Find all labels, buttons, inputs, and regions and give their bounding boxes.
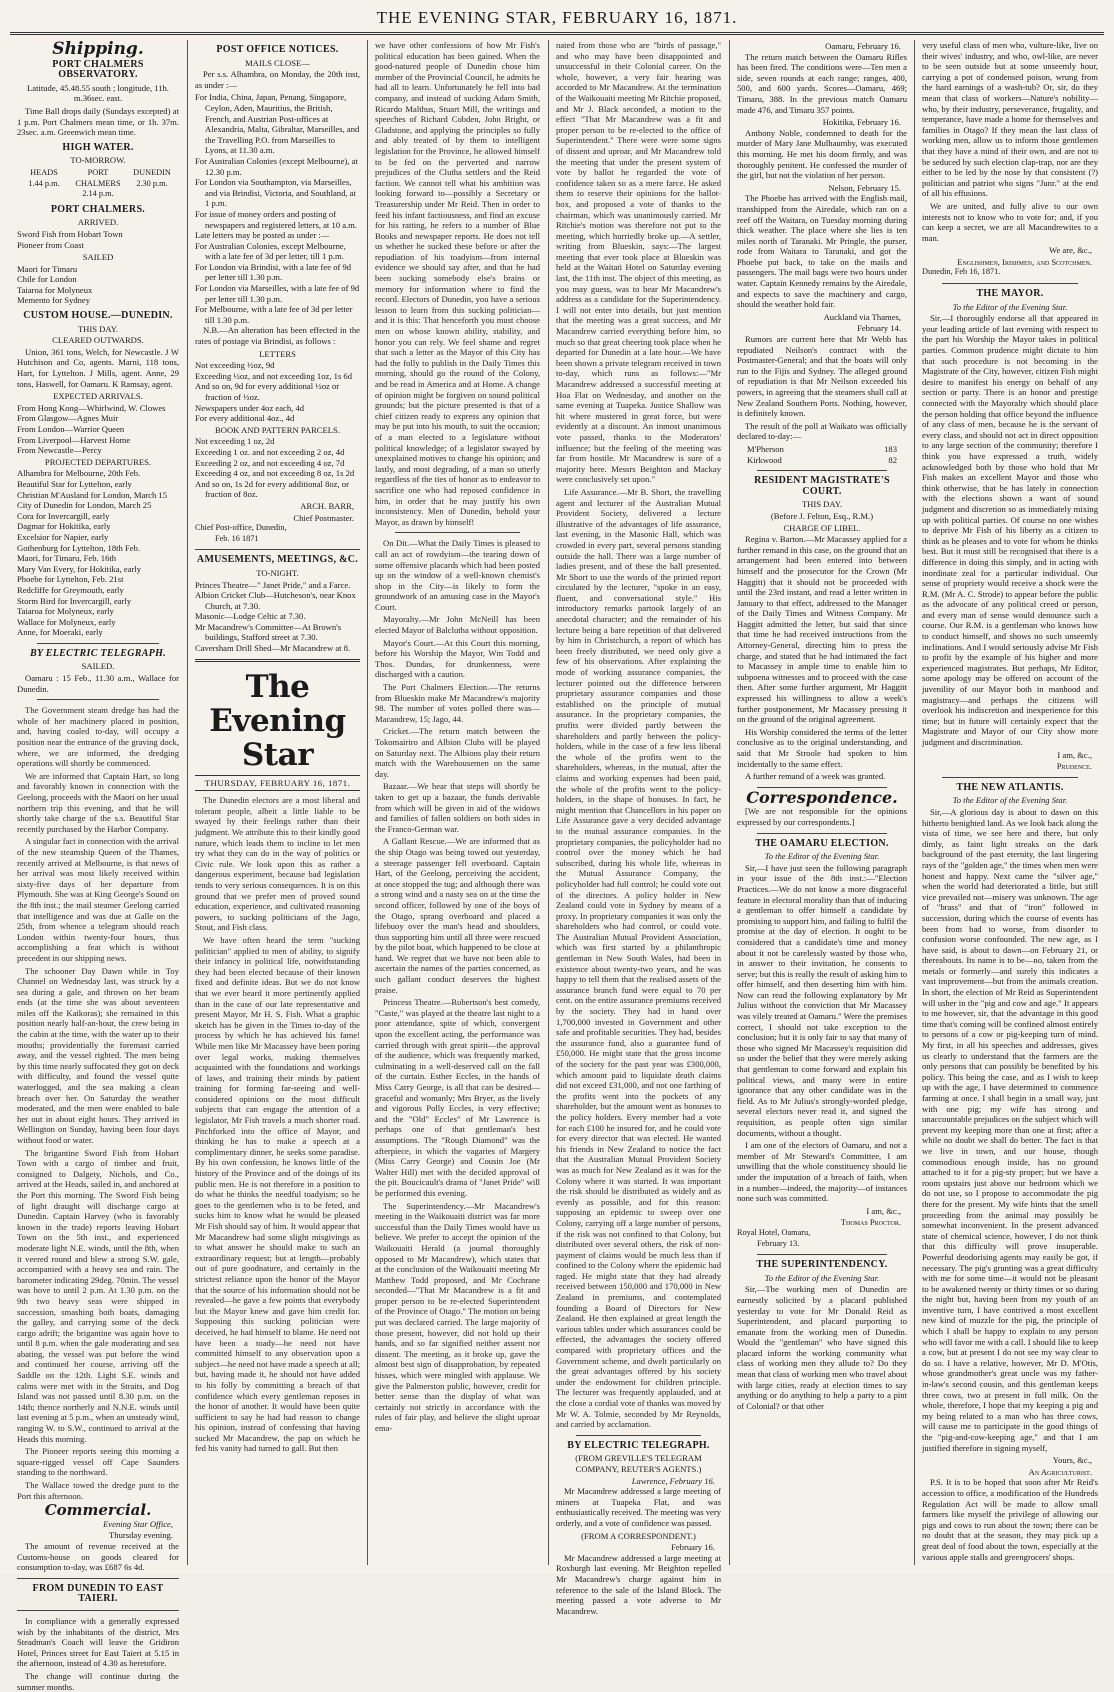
hokitika-dateline: Hokitika, February 16.: [822, 117, 901, 128]
poll-row: Kirkwood 82: [747, 454, 897, 465]
tide-table: [17, 168, 179, 200]
atlantis-text: Sir,—A glorious day is about to dawn on this hitherto benighted land. As we look back along the vista of time, we see here and there, but only dimly, as faint light streaks on the dark background of the past eternity, the last lingering rays of the "golden age," the times when men were honest and happy. Next came the "silver age," when the world had deteriorated a little, but still vice prevailed not—misery was unknown. The age of "brass" and that of "iron" followed in succession, during which the course of events has been from bad to worse, from disorder to confusion worse confounded. The new age, as I have said, is about to dawn—on February 21, or thereabouts. Its name is to be—no, taken from the metals or formerly—and surely this indicates a vast improvement—but from the animals creation. In short, the election of Mr Reid as Superintendent will usher in the "pig and cow and age." It appears to me however, sir, that the advantage in this good time that's coming will be confined almost entirely to persons of a cow or pig-keeping turn of mind. My first, in all his speeches and addresses, gives us clearly to understand that the farmers are the only persons that can possibly be benefited by his policy. This being the case, and as I wish to keep up with the age, I have determined to commence farming at once. I shall begin in a small way, just with one pig; my wife has strong and unaccountable prejudices on the subject which will prevent my keeping more than one at first; after a while no doubt we shall do better. The fact is that we live in town, and our house, though commodious enough inside, has no ground attached to it for a pig-sty proper; but we have a room upstairs just above our bedroom which we do not use, so I propose to accommodate the pig there for the present. My wife hints that the smell proceeding from the animal may possibly be somewhat inconvenient. In the present advanced state of chemical science, however, I do not think that this difficulty will prove insuperable. Powerful deodorising agents may easily be got, if necessary. The pig's grunting was a great difficulty with me for some time—it would not be pleasant to be awakened twenty or thirty times or so during the night but, having been from my youth of an inventive turn, I have contrived a most excellent new kind of muzzle for the pig, the principle of which I shall be happy to explain to any person who will favor me with a call. I should like to keep a cow, but at present I do not see my way clear to do so. I have a relative, however, Mr D. M'Otis, whose grandmother's great uncle was my father-in-law's second cousin, and this gentleman keeps three cows, two at present in full milk. On the whole, therefore, I hope that my keeping a pig and my being related to a man who has three cows, will cause me to participate in the good things of the "pig-and-cow-keeping age," and that I am justified therefore in signing myself,: [922, 806, 1098, 1453]
news-paragraph: On Dit.—What the Daily Times is pleased to call an act of rowdyism—the tearing down of some offensive placards which had been posted up on the window of a well-known chemist's shop in the City—is likely to form the groundwork of an amusing case in the Mayor's Court.: [375, 538, 540, 612]
commercial-heading: Commercial.: [44, 1501, 152, 1520]
telegraph-title: BY ELECTRIC TELEGRAPH.: [30, 647, 166, 659]
news-paragraph: A Gallant Rescue.—We are informed that as the ship Otago was being towed out yesterday, a steerage passenger fell overboard. Captain Hart, of the Geelong, perceiving the accident, at once stopped the tug; and although there was a strong wind and a nasty sea on at the time the second officer, followed by one of the boys of the Otago, sprang overboard and placed a lifebuoy over the man's head and shoulders, thus supporting him until all three were rescued by the pilot boat, which happened to be close at hand. We regret that we have not been able to ascertain the names of the parties concerned, as such gallant conduct deserves the highest praise.: [375, 836, 540, 995]
super-sign: We are, &c.,: [1049, 245, 1092, 256]
telegraph-sub: (FROM GREVILLE'S TELEGRAM COMPANY, REUTER'S AGENTS.): [575, 1453, 702, 1474]
masthead-rule: [10, 32, 1104, 35]
commercial-day: Thursday evening.: [109, 1530, 173, 1541]
column-3: [370, 40, 545, 1565]
post-sub: MAILS CLOSE—: [245, 57, 310, 68]
mayor-sign: Prudence.: [1056, 761, 1092, 772]
column-divider: [367, 40, 368, 1565]
observatory-text: Latitude, 45.48.55 south ; longitude, 11h. m.36sec. east.: [27, 82, 169, 104]
tide-cell: HEADS 1.44 p.m.: [28, 167, 60, 188]
amusements-list: Princes Theatre—" Janet Pride," and a Farce. Albion Cricket Club—Hutcheson's, near Knox Church, at 7.30. Masonic—Lodge Celtic at 7.30. Mr Macandrew's Committee—At Brown's buildings, Stafford street at 7.30. Caversham Drill Shed—Mr Macandrew at 8.: [195, 579, 356, 654]
projected-label: PROJECTED DEPARTURES.: [44, 456, 152, 467]
news-paragraph: Princess Theatre.—Robertson's best comedy, "Caste," was played at the theatre last night to a poor attendance, spite of which, convergent upon the excellent acting, the performance was carried through with great spirit—the approval of the audience, which was frequently marked, culminating in a well-deserved call on the fall of the curtain. Esther Eccles, in the hands of Miss Carry George, is all that can be desired—graceful and womanly; Mrs Bryer, as the lively and vigorous Polly Eccles, is very effective; and the "Old" Eccles" of Mr Lawrence is perhaps one of that gentleman's best assumptions. The "Rough Diamond" was the afterpiece, in which the vagaries of Margery (Miss Carry George) and Cousin Joe (Mr Walter Hill) met with the decided approval of the pit. Boucicault's drama of "Janet Pride" will be performed this evening.: [375, 997, 540, 1198]
column-2: [190, 40, 365, 1565]
news-paragraph: Mayoralty.—Mr John McNeill has been elected Mayor of Balclutha without opposition.: [375, 614, 540, 636]
arrived-label: ARRIVED.: [77, 217, 119, 228]
atlantis-title: THE NEW ATLANTIS.: [956, 781, 1064, 793]
port-title: PORT CHALMERS.: [50, 203, 146, 215]
auckland-dateline: Auckland via Thames,: [823, 311, 901, 322]
arrived-text: Sword Fish from Hobart Town Pioneer from Coast: [17, 228, 123, 250]
news-paragraph: Cricket.—The return match between the Tokomairiro and Albion Clubs will be played on Saturday next. The Albions play their return match with the Warehousemen on the same day.: [375, 726, 540, 779]
election-sign: February 13.: [757, 1238, 800, 1248]
lead-paragraph: we have other confessions of how Mr Fish's political education has been gained. When the good-natured people of Dunedin chose him member of the Provincial Council, he admits he had all to learn. Unfortunately he fell into bad company, and instead of sucking Adam Smith, Ricardo Malthus, Stuart Mill, the writings and speeches of Richard Cobden, John Bright, or Gladstone, and applying the principles so fully and ably treated of by them to intelligent legislation for the Province, he allowed himself to be fed on the perverted and narrow prejudices of the Clutha settlers and the Reid faction. We cannot tell what his ambition was looking forward to—possibly a Secretary or Treasurership under Mr Reid. Then in order to feed his infant factiousness, and find an excuse for his ratting, he refers to a number of Blue Books and newspaper reports. He does not tell us whether he sucked these before or after the repudiation of his toadyism—from internal evidence we should say after, and that he had been sucking somebody else's brains or memory for information where to find the record. Electors of Dunedin, you have a serious lesson to learn from this sucking politician—and it is this: That henceforth you must choose men on whose known ability, stability, and honor you can rely. We feel shame and regret that such a letter as the Mayor of this City has had the folly to publish in the Daily Times this morning, should go the round of the Colony, and be read in America and at Home. A change of opinion might be forgiven on sound political grounds; but the picture presented is that of a chief citizen ready to express any opinion that may be put into his mouth, to suit the occasion; of a man elected to a legislature without political knowledge; of a legislator swayed by unexplained motives to change his opinion; and lastly, and most degrading, of a man so utterly regardless of the ties of honor as to endeavor to sacrifice one who had reposed confidence in him, in order that he may justify his own inconsistency. Men of Dunedin, behold your Mayor, as drawn by himself!: [375, 40, 540, 527]
auckland-text: Rumors are current here that Mr Webb has repudiated Neilson's contract with the Postmaster-General; and that the boats will only run to the Fijis and Sydney. The alleged ground of repudiation is that Mr Neilson exceeded his powers, in agreeing that the steamers shall call at New Zealand Southern Ports. Nothing, however, is definitely known.: [737, 334, 907, 419]
amusements-title: AMUSEMENTS, MEETINGS, &C.: [196, 554, 359, 566]
nb-text: N.B.—An alteration has been effected in the rates of postage via Brindisi, as follows :: [195, 325, 360, 347]
book-title: BOOK AND PATTERN PARCELS.: [215, 424, 340, 435]
super-sign: Dunedin, Feb 16, 1871.: [922, 267, 1001, 277]
atlantis-sign: Yours, &c.,: [1052, 1455, 1092, 1466]
expected-list: From Hong Kong—Whirlwind, W. Clowes From Glasgow—Agnes Muir From London—Warrior Queen From Liverpool—Harvest Home From Newcastle—Percy: [17, 402, 166, 456]
libel-text: A further remand of a week was granted.: [745, 771, 886, 782]
post-title: POST OFFICE NOTICES.: [216, 44, 339, 55]
correspondence-heading: Correspondence.: [746, 787, 898, 807]
wallace-text: The Wallace towed the dredge punt to the Port this afternoon.: [17, 1480, 179, 1501]
book-list: Not exceeding 1 oz, 2d Exceeding 1 oz. and not exceeding 2 oz, 4d Exceeding 2 oz, and not exceeding 4 oz, 7d Exceeding 4 oz, and not exceeding 8 oz, 1s 2d And so on, 1s 2d for every additional 8oz, or fraction of 8oz.: [195, 436, 355, 500]
post-sign: ARCH. BARR,: [300, 500, 354, 511]
sailed-list: Maori for Timaru Chile for London Taiaroa for Molyneux Memento for Sydney: [17, 263, 93, 306]
letters-list: Not exceeding ½oz, 9d Exceeding ½oz, and not exceeding 1oz, 1s 6d And so on, 9d for every additional ½oz or fraction of ½oz. Newspapers under 4oz each, 4d For every additional 4oz., 4d: [195, 360, 353, 424]
taieri-change: The change will continue during the summer months.: [17, 1670, 179, 1692]
post-list: For India, China, Japan, Penang, Singapore, Ceylon, Aden, Mauritius, the British, French, and Austrian Post-offices at Alexandria, Malta, Gibraltar, Marseilles, and the Travelling P.O. from Marseilles to Lyons, at 11.30 a.m. For Australian Colonies (except Melbourne), at 12.30 p.m. For London via Southampton, via Marseilles, and via Brindisi, Victoria, and Southland, at 1 p.m. For issue of money orders and posting of newspapers and registered letters, at 10 a.m. Late letters may be posted as under :— For Australian Colonies, except Melbourne, with a late fee of 3d per letter, till 1 p.m. For London via Brindisi, with a late fee of 9d per letter till 1.30 p.m. For London via Marseilles, with a late fee of 9d per letter till 1.30 p.m. For Melbourne, with a late fee of 3d per letter till 1.30 p.m.: [195, 92, 360, 325]
lawrence-dateline: Lawrence, February 16.: [631, 1475, 715, 1486]
oamaru-text: The return match between the Oamaru Rifles has been fired. The conditions were—Ten men a side, seven rounds at each range; ranges, 400, 500, and 600 yards. Scores—Oamaru, 469; Timaru, 388. In the previous match Oamaru made 476, and Timaru 357 points.: [737, 51, 907, 115]
lawrence-text: Mr Macandrew addressed a large meeting of miners at Tuapeka Flat, and was enthusiastically received. The meeting was very orderly, and a vote of confidence was passed.: [556, 1486, 721, 1528]
high-water-sub: TO-MORROW.: [70, 155, 126, 166]
election-sign: Thomas Proctor.: [840, 1217, 901, 1228]
mayor-text: Sir,—I thoroughly endorse all that appeared in your leading article of last evening with respect to the part his Worship the Mayor takes in political parties. Common prudence might dictate to him that such procedure is not becoming in the Magistrate of the City, however, citizen Fish might desire to manifest his energy on behalf of any section or party. There is an honor and prestige connected with the Mayoralty which should place the person holding that office beyond the influence of any class of men, because he is the servant of every class, and should not act in direct opposition to any large section of the community; therefore I think you have expressed a truth, widely acknowledged both by those who hold that Mr Fish makes an excellent Mayor and those who think otherwise, that he has lately in connection with the elections shown a want of sound judgment and discretion so as immediately mixing up with political parties. Of course no one wishes to deprive Mr Fish of his liberty as a citizen to think as he pleases and to vote for whom he thinks best. But it must still be recognised that there is a difference in doing this simply, and in acting with inordinate zeal for a particular individual. Our sense of propriety would receive a shock were the R.M. (Mr A. C. Strode) to appear before the public as the advocate of any political creed or person, and every man of sense would denounce such a course. Our R.M. is a gentleman who knows how to conduct himself, and shows no such unseemly inclinations. And I would seriously advise Mr Fish to profit by the example of his higher and more experienced magistrates. But perhaps, Mr Editor, some apology may be offered on account of the juvenility of our Mayor both in manhood and magistracy—and perhaps the citizens will overlook his indiscretion and inexperience for this time; but in future will certainly expect that the Magistrate and Mayor of our City show more judgment and discrimination.: [922, 313, 1098, 747]
rm-title: RESIDENT MAGISTRATE'S COURT.: [754, 475, 890, 497]
column-1: [12, 39, 184, 1692]
post-sign-office: Chief Post-office, Dunedin,: [195, 523, 287, 533]
taieri-text: In compliance with a generally expressed wish by the inhabitants of the district, Mrs Steadman's Coach will leave the Gridiron Hotel, Princes street for East Taieri at 5.15 in the afternoon, instead of 4.30 as heretofore.: [17, 1615, 179, 1669]
queen-text: A singular fact in connection with the arrival of the new steamship Queen of the Thames, recently arrived at Melbourne, is that news of her arrival was most likely received within sixty-five days of her departure from Plymouth. She was at King George's Sound on the 8th inst.; the mail steamer Geelong carried that intelligence and was due at Galle on the 25th, from whence a telegram should reach London within twenty-four hours, thus accomplishing a feat which is without precedent in our shipping news.: [17, 836, 179, 963]
election-text: Sir,—I have just seen the following paragraph in your issue of the 8th inst.:—"Election Practices.—We do not know a more disgraceful feature in electoral morality than that of inducing a gentleman to offer himself a candidate by promising to support him, and failing to fulfil the promise at the day of election. It ought to be considered that a candidate's time and money about it not be carelessly wasted by those who, in answer to their invitation, he consents to serve; but this is really the result of asking him to offer himself, and then deserting him with him. Now can read the following explanatory by Mr Julius without the conviction that Mr Macassey was vilely treated at Oamaru." Were the premises correct, I should not take exception to the conclusion; but it is only fair to say that many of those who signed Mr Macassey's requisition did so under the belief that they were merely asking that gentleman to come forward and explain his political views, and many were in entire ignorance that any other candidate was in the field. As to Mr Julius's strongly-worded pledge, several electors never read it, and signed the requisition, as people often sign similar documents, without a thought.: [737, 862, 907, 1138]
masthead: THE EVENING STAR, FEBRUARY 16, 1871.: [376, 8, 738, 27]
super-to: To the Editor of the Evening Star.: [764, 1272, 880, 1283]
mayor-to: To the Editor of the Evening Star.: [952, 301, 1068, 312]
amusements-sub: TO-NIGHT.: [256, 567, 299, 578]
poll-row: M'Pherson 183: [747, 443, 897, 454]
telegraph-title: BY ELECTRIC TELEGRAPH.: [567, 1439, 710, 1451]
news-paragraph: Bazaar.—We hear that steps will shortly be taken to get up a bazaar, the funds derivable from which will be given in aid of the widows and families of fallen soldiers on both sides in the Franco-German war.: [375, 781, 540, 834]
election-sign: Royal Hotel, Oamaru,: [737, 1227, 811, 1237]
news-paragraph: Life Assurance.—Mr B. Short, the travelling agent and lecturer of the Australian Mutual Provident Society, delivered a lecture illustrative of the advantages of life assurance, last evening, in the Masonic Hall, which was crowded in every part, several persons standing outside the hall. There was a large number of ladies present, and of these the hall presented. Mr Short to use the words of the printed report circulated by the lecturer, "spoke in an easy, fluent, and conversational style." His introductory remarks partook largely of an anecdotal character; and the remainder of his lecture being a bare repetition of that delivered by him in Christchurch, a report of which has been freely distributed, we need only give a few of his observations. After explaining the mode of working assurance companies, the lecturer pointed out the difference between proprietary assurance companies and those established on the principle of mutual assurance. In the proprietary companies, the profits were divided partly between the shareholders and partly between the policy-holders, while in the case of a few less liberal the whole of the profits went to the shareholders, whereas, in the mutual, after the claims and working expenses had been paid, the whole of the profits went to the policy-holders, in the shape of bonuses. In fact, he might mention that Chancellors in his paper on Life Assurance gave a very decided advantage to the mutual assurance companies. In the proprietary companies, the policyholder had no control over the money which he had subscribed, during his whole life, whereas in the Mutual Assurance Company, the policyholder had full control; he could vote out of the directors. A policy holder in New Zealand could vote in Sydney by means of a proxy. In proprietary companies it was only the shareholders who had control, or could vote. The Australian Mutual Provident Association, which was first started by a philanthropic gentleman in New South Wales, had been in existence about twenty-two years, and he was happy to tell them that the realised assets of the assurance branch fund were equal to 70 per cent. on the entire assurance premiums received by the society. They had in hand over 1,700,000 invested in Government and other safe and profitable securities. They had, besides the assurance fund, also a guarantee fund of £50,000. He might state that the gross income of the society for the past year was £300,000, which amount paid to liquidate death claims did not exceed £31,000, and not one farthing of the profits went into the pockets of any shareholder, but the amount went as bonuses to the policy holders. Every member had a vote for each £100 he insured for, and he could vote for every director that was elected. He wanted his friends in New Zealand to notice the fact that the Australian Mutual Provident Society was as much for New Zealand as it was for the Colony where it was started. It was important the risk should be distributed as widely and as evenly as possible, and for this reason: supposing an epidemic to sweep over one Colony, carrying off a large number of persons, if the risk was not confined to that Colony, but distributed over several others, the risk of non-payment of claims would be much less than if confined to the Colony where the epidemic had raged. He might state that they had already received between 150,000 and 170,000 in New Zealand in premiums, and contemplated founding a Board of Directors for New Zealand. He then explained at great length the various tables under which assurances could be effected, the advantages the society offered compared with proprietary offices and the Government scheme, and dwelt particularly on the great advantages offered by his society under the endowment for children principle. The lecturer was frequently applauded, and at the close a cordial vote of thanks was moved by Mr W. A. Tolmie, seconded by Mr Reynolds, and carried by acclamation.: [556, 486, 721, 1430]
atlantis-to: To the Editor of the Evening Star.: [952, 795, 1068, 806]
column-4: [551, 40, 726, 1616]
super-sign: Englishmen, Irishmen, and Scotchmen.: [957, 256, 1092, 267]
expected-label: EXPECTED ARRIVALS.: [53, 391, 143, 402]
sailed-label: SAILED: [82, 252, 114, 263]
auckland-date: February 14.: [857, 323, 901, 334]
post-sign-role: Chief Postmaster.: [293, 512, 354, 523]
oamaru-dateline: Oamaru, February 16.: [825, 41, 901, 51]
rm-day: THIS DAY.: [801, 499, 843, 510]
news-paragraph: The Superintendency.—Mr Macandrew's meeting in the Waikouaiti district was far more successful than the Daily Times would have us believe. We prefer to accept the opinion of the Waikouaiti Herald (a journal thoroughly opposed to Mr Macandrew), which states that at the conclusion of the Waikouaiti meeting Mr Matthew Todd proposed, and Mr Cochrane seconded—"That Mr Macandrew is a fit and proper person to be re-elected Superintendent of the Province of Otago." The motion on being put was declared carried. The large majority of those present, however, did not hold up their hands, and so far signified neither assent nor dissent. The meeting, as it broke up, gave the almost best sign of disapprobation, by repeated hisses, which were mingled with applause. We give the Palmerston public, however, credit for better sense than the display of what was certainly not strictly in accordance with the rules of fair play, and believe the slight uproar ema-: [375, 1200, 540, 1433]
post-india: Per s.s. Alhambra, on Monday, the 20th inst, as under :—: [195, 69, 360, 90]
election-sign: I am, &c.,: [866, 1205, 901, 1216]
dredge-text: The Government steam dredge has had the whole of her machinery placed in position, and, having coaled to-day, will occupy a position near the entrance of the graving dock, where, we are informed, the dredging operations will shortly be commenced.: [17, 705, 179, 769]
news-paragraph: The Port Chalmers Election.—The returns from Blueskin make Mr Macandrew's majority 98. The number of votes polled there was—Macandrew, 15; Jago, 44.: [375, 682, 540, 724]
libel-text: Regina v. Barton.—Mr Macassey applied for a further remand in this case, on the ground that an arrangement had been entered into between himself and the prosecutor for the Crown (Mr Haggitt) that it should not be proceeded with until the 23rd instant, and read a letter written in January to that effect, addressed to the Manager of the Daily Times and Witness Company. Mr Haggitt admitted the letter, but said that since that time he had received instructions from the Attorney-General, directing him to press the charge, and stated that he had intimated the fact to Macassey in ample time to enable him to subpoena witnesses and to proceed with the case then. After some further argument, Mr Haggitt expressed his willingness to allow a week's further postponement, Mr Macassey pressing it on the ground of the original agreement.: [737, 534, 907, 725]
tide-cell: PORT CHALMERS 2.14 p.m.: [75, 167, 121, 199]
super-text-cont: We are united, and fully alive to our own interests not to know who to vote for; and, if you can keep a secret, we are all Macandrewites to a man.: [922, 200, 1098, 243]
ps-text: P.S. It is to be hoped that soon after Mr Reid's accession to office, a modification of the Hundreds Regulation Act will be made to allow small farmers like myself the privilege of allowing our pigs and cows to run about the town; there can be no doubt that at the season, they may pick up a great deal of food about the town, especially at the various apple stalls and greengrocers' shops.: [922, 1477, 1098, 1562]
column-divider: [187, 40, 188, 1565]
timeball-text: Time Ball drops daily (Sundays excepted) at 1 p.m. Port Chalmers mean time, or 1h. 37m. 23sec. a.m. Greenwich mean time.: [17, 105, 179, 138]
cleared-text: Union, 361 tons, Welch, for Newcastle. J W Hutchison and Co, agents. Marni, 118 tons, Hart, for Lyttelton. J Mills, agent. Anne, 29 tons, Haswell, for Oamaru. K Ramsay, agent.: [17, 346, 179, 389]
nelson-text: The Phoebe has arrived with the English mail, transhipped from the Airedale, which ran on a reef off the Waitara, on Tuesday morning during thick weather. The place where she lies is ten miles north of Taranaki. Mr Pringle, the purser, rode from Waitara to Taranaki, and got the Phoebe put back, to take on the mails and passengers. The mail bags were two hours under water. Captain Kennedy remains by the Airedale, and expects to save the machinery and cargo, should the weather hold fair.: [737, 193, 907, 310]
mayor-title: THE MAYOR.: [976, 288, 1044, 300]
column-6: [917, 40, 1103, 1565]
super-title: THE SUPERINTENDENCY.: [756, 1259, 888, 1271]
observatory-title: PORT CHALMERS OBSERVATORY.: [52, 58, 144, 81]
corr-disclaimer: [We are not responsible for the opinions expressed by our correspondents.]: [737, 806, 907, 827]
commercial-text: The amount of revenue received at the Customs-house on goods cleared for consumption to-day, was £687 6s 4d.: [17, 1540, 179, 1573]
news-paragraph: nated from those who are "birds of passage," and who may have been disappointed and unsuccessful in their Colonial career. On the whole, however, a very fair hearing was accorded to Mr Macandrew. At the termination of the Waikouaiti meeting Mr Ritchie proposed, and Mr J. Black seconded, a motion to the effect "That Mr Macandrew was a fit and proper person to be re-elected to the office of Superintendent." There were were some signs of dissent and uproar, and Mr Macandrew told the meeting that under the present system of vote by ballot he regarded the vote of confidence taken so as a mere farce. He asked them to reserve their opinions for the ballot-box, and proposed a vote of thanks to the chairman, which was unanimously carried. Mr Ritchie's motion was therefore not put to the meeting, which hurriedly broke up.—A settler, writing from Blueskin, says:—The largest meeting that ever took place at Blueskin was held at the Waitati Hotel on Saturday evening last, the 11th inst. The object of this meeting, as you may guess, was to hear Mr Macandrew's address as a candidate for the Superintendency. I will not enter into details, but just mention that the meeting was a great success, and Mr Macandrew carried everything before him, so much so that great cheering took place when he departed for Dunedin at a late hour.—We have been shown a private telegram received in town to-day, which runs as follows:—"Mr Macandrew addressed a successful meeting at Hoa Flat on Wednesday, and another on the same evening at Tuapeka. Justice Shallow was hit where mustered in great force, but were evidently at a discount. An inmost unanimous vote passed, thanks to the Moderators' influence; but the feeling of the meeting was far from hostile. Mr Macandrew is sure of a majority here. Messrs Beighton and Mackay were conclusively set upon.": [556, 40, 721, 485]
schooner-text: The schooner Day Dawn while in Toy Channel on Wednesday last, was struck by a sea during a gale, and thrown on her beam ends (at the time she was about seventeen miles off the Kaikoras); she remained in this position nearly half-an-hour, the crew being in the cabin at the time, with the water up to their mouths; providentially the foremast carried away, and the vessel righted. The men being by this time nearly suffocated they got on deck with difficulty, and found the vessel quite waterlogged, and the sea making a clean breach over her. On Saturday the weather moderated, and the men were enabled to bale her out in about eight hours. They arrived in Wellington on Sunday, having been four days without food or water.: [17, 965, 179, 1145]
high-water-title: HIGH WATER.: [62, 141, 134, 153]
telegraph-text: Oamaru : 15 Feb., 11.30 a.m., Wallace for Dunedin.: [17, 673, 179, 694]
shipping-heading: Shipping.: [52, 39, 144, 59]
corr-text: Mr Macandrew addressed a large meeting at Roxburgh last evening. Mr Beighton repelled Mr Macandrew's charge against him in reference to the sale of the Island Block. The meeting passed a vote adverse to Mr Macandrew.: [556, 1552, 721, 1616]
tide-cell: DUNEDIN 2.30 p.m.: [133, 167, 171, 188]
corr-dateline: February 16.: [671, 1542, 715, 1553]
libel-text: His Worship considered the terms of the letter conclusive as to the original understanding, and said that Mr Stroole had spoken to him incidentally to the same effect.: [737, 726, 907, 769]
lead-paragraph: The Dunedin electors are a most liberal and tolerant people, albeit a little liable to be swayed by their feelings rather than their judgment. We attribute this to their kindly good nature, which leads them to incline to let men try what they can do in the way of politics or Civic rule. We look upon this as rather a dangerous experiment, because bad legislation tends to very serious consequences. It is on this ground that we prefer men of proved sound education, experience, and cultivated reasoning powers, to sucking politicians of the Jago, Stout, and Fish class.: [195, 795, 360, 933]
cleared-label: CLEARED OUTWARDS.: [52, 335, 144, 346]
column-5: [732, 40, 912, 1565]
projected-list: Alhambra for Melbourne, 20th Feb. Beautiful Star for Lyttelton, early Christian M'Ausland for London, March 15 City of Dunedin for London, March 25 Cora for Invercargill, early Dagmar for Hokitika, early Excelsior for Napier, early Gothenburg for Lyttelton, 18th Feb. Maori, for Timaru, Feb. 16th Mary Van Every, for Hokitika, early Phoebe for Lyttelton, Feb. 21st Redcliffe for Greymouth, early Storm Bird for Invercargill, early Taiaroa for Molyneux, early Wallace for Molyneux, early Anne, for Moeraki, early: [17, 468, 168, 638]
corr-sub: (FROM A CORRESPONDENT.): [581, 1530, 696, 1541]
super-text: Sir,—The working men of Dunedin are earnestly solicited by a placard published yesterday to vote for Mr Donald Reid as Superintendent, and placard purporting to emanate from the working men of Dunedin. Would the "gentleman" who have signed this placard inform the working community what class of working men they allude to? Do they mean that class of working men who travel about with large cities, ready at election times to say anything or do anything to help a party to a pint of Colonial? or that other: [737, 1284, 907, 1411]
super-text-cont: very useful class of men who, vulture-like, live on their wives' industry, and who, owl-like, are never to be seen outside but at some unseemly hour, carrying a pot of condensed poison, wrung from the hard earnings of a wash-tub? Or, sir, do they mean that class of workers—Nature's nobility—who, by their industry, perseverance, frugality, and temperance, have made a home for themselves and families in Otago? If they mean the last class of working men, allow us to inform those gentlemen that they have a mind of their own, and are not to be seduced by such election clap-trap, nor are they either to be led by the nose by that consistent (?) politician and patriot who signs "Junr." at the end of all his effusions.: [922, 40, 1098, 199]
mayor-sign: I am, &c.,: [1057, 749, 1092, 760]
letters-title: LETTERS: [259, 348, 296, 359]
hart-text: We are informed that Captain Hart, so long and favorably known in connection with the Geelong, proceeds with the Maori on her usual northern trip this evening, and that he will shortly take charge of the s.s. Beautiful Star recently purchased by the Harbor Company.: [17, 770, 179, 834]
column-divider: [729, 40, 730, 1565]
post-sign-date: Feb. 16 1871: [215, 533, 259, 543]
custom-title: CUSTOM HOUSE.—DUNEDIN.: [23, 310, 173, 322]
election-title: THE OAMARU ELECTION.: [755, 837, 889, 849]
commercial-office: Evening Star Office,: [103, 1518, 173, 1529]
taieri-title: FROM DUNEDIN TO EAST TAIERI.: [32, 1582, 164, 1605]
election-to: To the Editor of the Evening Star.: [764, 851, 880, 862]
waikato-text: The result of the poll at Waikato was officially declared to-day:—: [737, 420, 907, 442]
swordfish-text: The brigantine Sword Fish from Hobart Town with a cargo of timber and fruit, consigned to Dalgety, Nichols, and Co., arrived at the Heads, sailed in, and anchored at the Port this morning. The Sword Fish being of light draught will discharge cargo at Dunedin. Captain Harvey (who is favorably known in the trade) reports leaving Hobart Town on the 5th inst., and experienced moderate light N.E. winds, until the 8th, when it veered round and blew a strong S.W. gale, accompanied with a heavy sea and rain. The barometer indicating 29deg. 70min. The vessel was hove to until 2 p.m. At 1.30 p.m. on the 9th two heavy seas were shipped in succession, smashing both boats, damaging the galley, and carrying some of the deck cargo adrift; the brigantine was again hove to until 8 p.m. when the gale moderating and sea abating, the vessel was put before the wind and continued her course, arriving off the Saddle on the 12th. Light S.E. winds and calms were met with in the Straits, and Dog Island was not passed until 8.30 p.m. on the 14th; thence northerly and N.N.E. winds until last evening at 5 p.m., when an unsteady wind, ranging W. to S.W., continued to arrival at the Heads this morning.: [17, 1147, 179, 1444]
paper-title: The Evening Star: [209, 668, 346, 773]
column-divider: [914, 40, 915, 1565]
paper-date: THURSDAY, FEBRUARY 16, 1871.: [195, 775, 360, 792]
column-divider: [548, 40, 549, 1565]
custom-sub: THIS DAY.: [77, 323, 119, 334]
libel-title: CHARGE OF LIBEL.: [783, 522, 861, 533]
hokitika-text: Anthony Noble, condemned to death for the murder of Mary Jane Mulhaumby, was executed this morning. He met his doom firmly, and was thoroughly penitent. He confessed the murder of the girl, but not the violation of her person.: [737, 127, 907, 181]
atlantis-sign: An Agriculturist.: [1028, 1466, 1092, 1477]
pioneer-text: The Pioneer reports seeing this morning a square-rigged vessel off Cape Saunders standing to the northward.: [17, 1446, 179, 1478]
election-text: I am one of the electors of Oamaru, and not a member of Mr Steward's Committee, I am unwilling that the whole constituency should lie under the imputation of a breach of faith, when in a number—indeed, the majority—of instances none such was committed.: [737, 1140, 907, 1204]
news-paragraph: Mayor's Court.—At this Court this morning, before his Worship the Mayor, Wm Todd and Thos. Dundas, for drunkenness, were discharged with a caution.: [375, 637, 540, 680]
lead-paragraph: We have often heard the term "sucking politician" applied to men of ability, to signify their infancy in political life, notwithstanding they had been elected because of their known fixed and definite ideas. But we do not know that we ever heard it more pertinently applied than in the case of our late representative and present Mayor, Mr H. S. Fish. What a graphic sketch has he given in the Times to-day of the process by which he has achieved his fame! While men like Mr Macassey have been poring over legal works, making themselves acquainted with the foundations and workings of laws, and training their minds by patient training for forming far-seeing and well-considered opinions on the most difficult subjects that can engage the attention of a legislator, Mr Fish travels a much shorter road. Pitchforked into the office of Mayor, and thinking he has to make a speech at a complimentary dinner, he seeks some paradise. By his own confession, he knows little of the history of the Province and of the doings of its public men. He is not therefore in a position to do what he thinks the needful toadyism; so he goes to the gentlemen who is to be feted, and sucks him to know what he would be pleased Mr Fish should say of him. It would appear that Mr Macandrew had some slight misgivings as to what answer he should make to such an extraordinary request; but at length—probably out of pure goodnature, and certainly in the strictest reliance upon the honor of the Mayor that the source of his information should not be revealed—he gave a few points that everybody but the Mayor knew and gave him credit for. Supposing this sucking politician were deceived, he had himself to blame. He need not have been a toady—he need not have committed himself to any observation upon a subject—he need not have made a speech at all; but, having made it, he should not have added to his folly by committing a breach of that confidence which every gentleman reposes in the honor of another. It would have been quite sufficient to say he had had reason to change his opinion, instead of confessing that having sucked Mr Macandrew, the pap on which he fed his vanity had turned to gall. But then: [195, 934, 360, 1454]
rm-before: (Before J. Felton, Esq., R.M.): [770, 510, 874, 521]
nelson-dateline: Nelson, February 15.: [828, 182, 901, 193]
telegraph-sailed: SAILED.: [81, 661, 115, 672]
